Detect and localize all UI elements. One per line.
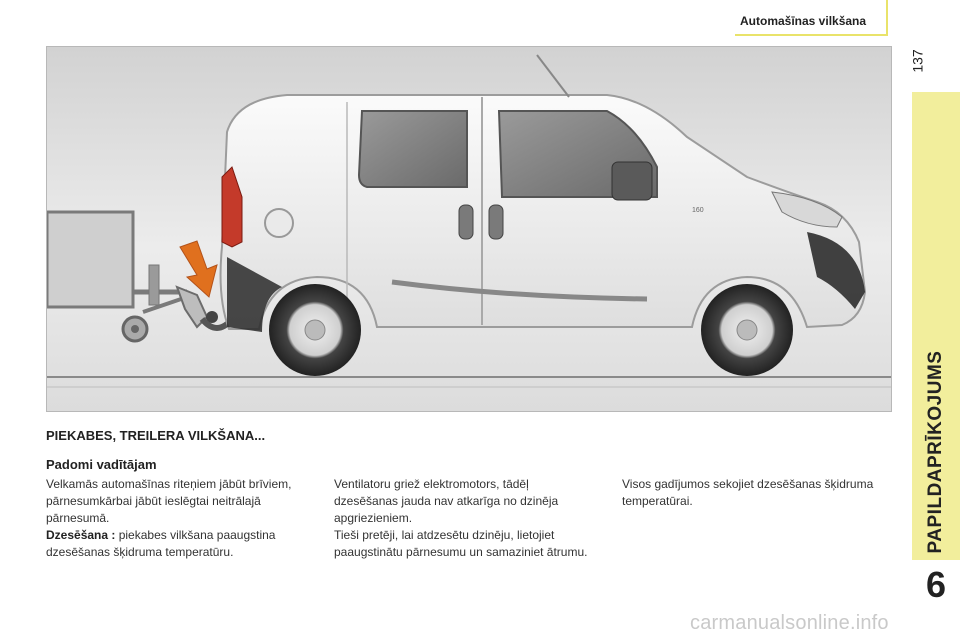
paragraph: Velkamās automašīnas riteņiem jābūt brīviem, pārnesumkārbai jābūt ieslēgtai neitrālajā pārnesumā. <box>46 477 292 525</box>
header-divider <box>886 0 888 36</box>
chapter-title: PAPILDAPRĪKOJUMS <box>925 350 946 554</box>
text-column-2 <box>334 476 594 561</box>
paragraph-text: piekabes vilkšana paaugstina dzesēšanas šķidruma temperatūru. <box>46 528 276 559</box>
model-badge: 160 <box>692 207 704 214</box>
watermark: carmanualsonline.info <box>690 612 889 634</box>
lead-label: Dzesēšana : <box>46 528 116 542</box>
chapter-number: 6 <box>925 564 947 605</box>
paragraph: Tieši pretēji, lai atdzesētu dzinēju, lietojiet paaugstinātu pārnesumu un samaziniet ātrumu. <box>334 528 588 559</box>
chapter-tab-label <box>912 92 960 560</box>
rear-wheel <box>269 284 361 376</box>
paragraph: Visos gadījumos sekojiet dzesēšanas šķidruma temperatūrai. <box>622 477 874 508</box>
front-wheel <box>701 284 793 376</box>
van-towing-illustration <box>46 46 892 412</box>
running-header: Automašīnas vilkšana <box>740 14 867 28</box>
van-illustration-svg <box>47 47 891 411</box>
text-column-1 <box>46 476 306 561</box>
section-title: PIEKABES, TREILERA VILKŠANA... <box>46 428 266 443</box>
subsection-title: Padomi vadītājam <box>46 457 157 472</box>
header-rule <box>735 34 887 36</box>
page-number-text: 137 <box>909 49 926 73</box>
page-number <box>909 38 940 88</box>
text-column-3 <box>622 476 882 510</box>
paragraph: Ventilatoru griež elektromotors, tādēļ dzesēšanas jauda nav atkarīga no dzinēja apgriezieniem. <box>334 477 559 525</box>
paragraph-cooling <box>46 527 306 561</box>
